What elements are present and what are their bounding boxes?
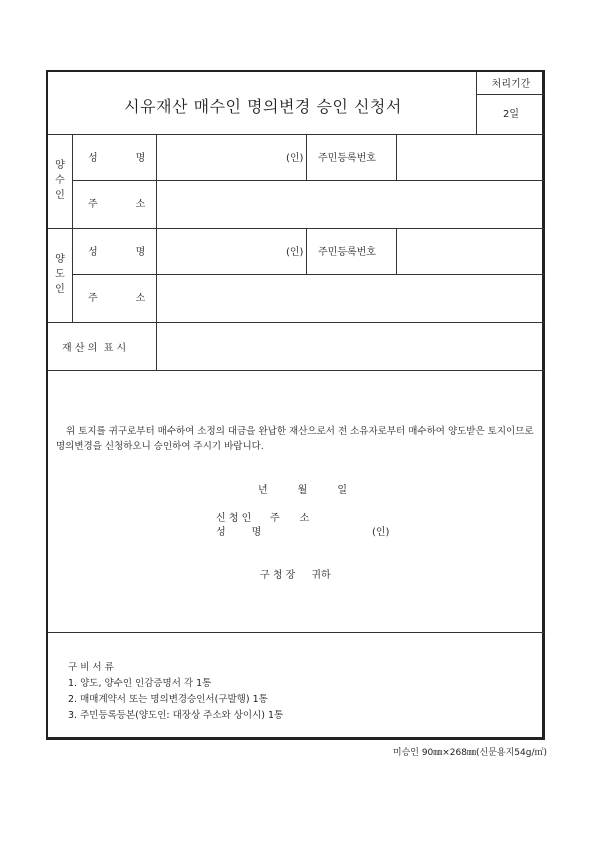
divider xyxy=(476,94,545,95)
divider xyxy=(48,228,545,229)
divider xyxy=(48,322,545,323)
addressee: 구 청 장 귀하 xyxy=(260,570,331,581)
form-title: 시유재산 매수인 명의변경 승인 신청서 xyxy=(124,97,402,116)
divider xyxy=(306,228,307,274)
footer-note: 미승인 90㎜×268㎜(신문용지54g/㎡) xyxy=(392,748,547,758)
required-documents xyxy=(68,660,283,724)
assignee-id-label: 주민등록번호 xyxy=(318,153,376,164)
application-form xyxy=(46,70,545,740)
assignee-seal: (인) xyxy=(286,153,304,164)
divider xyxy=(72,274,545,275)
document-item: 1. 양도, 양수인 인감증명서 각 1통 xyxy=(68,678,212,689)
divider xyxy=(72,228,73,322)
divider xyxy=(72,134,73,228)
assignor-name-label: 성 명 xyxy=(88,247,146,258)
divider xyxy=(476,72,477,134)
applicant-name-label: 성 명 xyxy=(216,527,262,538)
processing-period-label: 처리기간 xyxy=(491,79,531,90)
divider xyxy=(48,370,545,371)
divider xyxy=(48,632,545,633)
statement-text: 위 토지를 귀구로부터 매수하여 소정의 대금을 완납한 재산으로서 전 소유자로부터 매수하여 양도받은 토지이므로 명의변경을 신청하오니 승인하여 주시기 바랍니다. xyxy=(56,426,534,452)
assignee-label: 양 수 인 xyxy=(55,160,65,201)
divider xyxy=(396,228,397,274)
date-line: 년 월 일 xyxy=(258,485,348,496)
assignor-address-label: 주 소 xyxy=(88,293,146,304)
property-label: 재 산 의 표 시 xyxy=(62,343,127,354)
divider xyxy=(156,322,157,370)
processing-period-value: 2일 xyxy=(502,109,520,120)
applicant-label: 신 청 인 xyxy=(216,513,252,524)
documents-heading: 구 비 서 류 xyxy=(68,662,114,673)
applicant-address-label: 주 소 xyxy=(270,513,310,524)
divider xyxy=(306,134,307,180)
assignor-id-label: 주민등록번호 xyxy=(318,247,376,258)
document-item: 2. 매매계약서 또는 명의변경승인서(구발행) 1통 xyxy=(68,694,268,705)
assignor-label: 양 도 인 xyxy=(55,254,65,295)
assignor-seal: (인) xyxy=(286,247,304,258)
divider xyxy=(72,180,545,181)
applicant-seal: (인) xyxy=(372,527,390,538)
divider xyxy=(396,134,397,180)
assignee-address-label: 주 소 xyxy=(88,199,146,210)
document-item: 3. 주민등록등본(양도인: 대장상 주소와 상이시) 1통 xyxy=(68,710,284,721)
assignee-name-label: 성 명 xyxy=(88,153,146,164)
divider xyxy=(48,134,545,135)
